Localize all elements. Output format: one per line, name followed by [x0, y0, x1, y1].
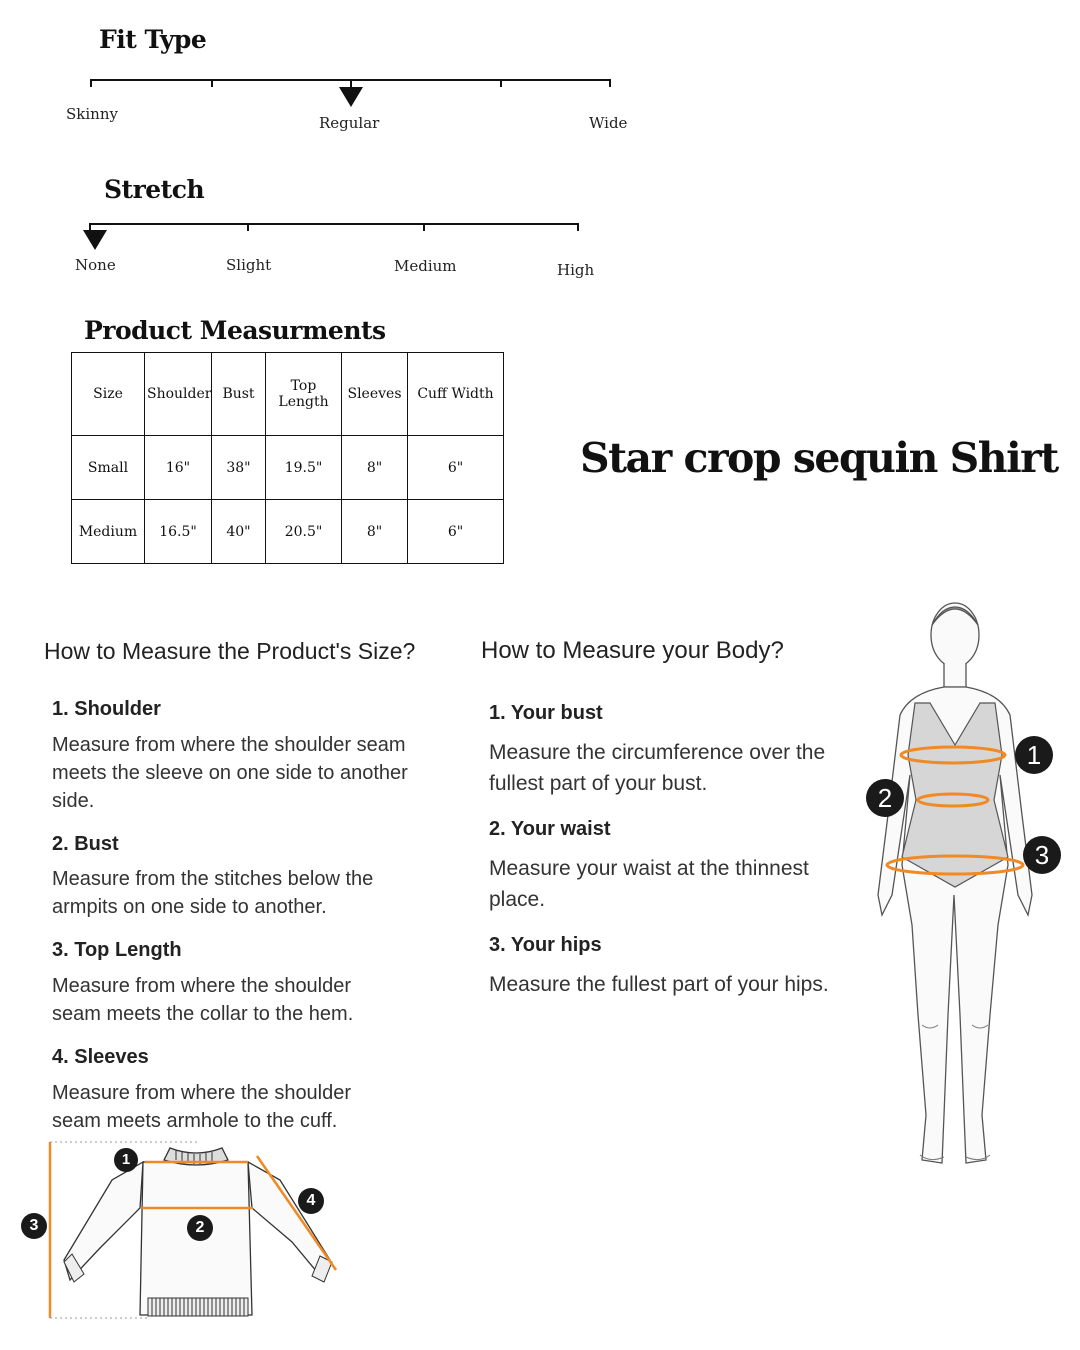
product-step-text: Measure from where the shoulder seam meets the sleeve on one side to another side.	[52, 734, 408, 812]
stretch-title: Stretch	[104, 175, 205, 204]
stretch-indicator-arrow	[83, 230, 107, 250]
sweater-badge-bust: 2	[187, 1215, 213, 1241]
body-guide-title: How to Measure your Body?	[481, 637, 784, 664]
sweater-badge-length: 3	[21, 1213, 47, 1239]
product-step-text: Measure from the stitches below the armpits on one side to another.	[52, 868, 374, 918]
table-cell: 8"	[342, 500, 408, 564]
stretch-label-slight: Slight	[226, 256, 272, 274]
table-cell: 16.5"	[145, 500, 212, 564]
header-cuff-width: Cuff Width	[408, 353, 504, 436]
table-cell: 8"	[342, 436, 408, 500]
fit-type-title: Fit Type	[99, 25, 207, 54]
table-cell: 16"	[145, 436, 212, 500]
sweater-badge-shoulder: 1	[114, 1148, 138, 1172]
product-step-text: Measure from where the shoulder seam meets armhole to the cuff.	[52, 1082, 352, 1132]
body-badge-waist: 2	[866, 779, 904, 817]
measurements-title: Product Measurments	[84, 316, 386, 345]
product-step-title: 2. Bust	[52, 833, 119, 855]
table-row	[72, 436, 504, 500]
sweater-badge-sleeve: 4	[298, 1188, 324, 1214]
product-step-title: 4. Sleeves	[52, 1046, 149, 1068]
body-figure	[860, 595, 1060, 1175]
table-cell: 40"	[212, 500, 266, 564]
fit-label-skinny: Skinny	[66, 105, 118, 123]
stretch-label-none: None	[75, 256, 116, 274]
body-step-title: 2. Your waist	[489, 818, 611, 840]
fit-label-regular: Regular	[319, 114, 380, 132]
table-cell: 6"	[408, 500, 504, 564]
product-guide-title: How to Measure the Product's Size?	[44, 638, 416, 664]
product-step-title: 3. Top Length	[52, 939, 182, 961]
table-cell: 20.5"	[266, 500, 342, 564]
body-step-text: Measure the fullest part of your hips.	[489, 973, 829, 996]
table-cell: 19.5"	[266, 436, 342, 500]
body-step-title: 3. Your hips	[489, 934, 602, 956]
table-row	[72, 500, 504, 564]
header-bust: Bust	[212, 353, 266, 436]
body-step-title: 1. Your bust	[489, 702, 603, 724]
fit-label-wide: Wide	[589, 114, 628, 132]
measurements-table	[71, 352, 504, 564]
product-step-title: 1. Shoulder	[52, 698, 161, 720]
table-cell: 38"	[212, 436, 266, 500]
fit-type-indicator-arrow	[339, 87, 363, 107]
product-name: Star crop sequin Shirt	[580, 434, 1058, 482]
body-step-text: Measure your waist at the thinnest place.	[489, 857, 809, 911]
header-sleeves: Sleeves	[342, 353, 408, 436]
stretch-label-medium: Medium	[394, 257, 457, 275]
product-step-text: Measure from where the shoulder seam meets the collar to the hem.	[52, 975, 354, 1025]
table-cell: Small	[72, 436, 145, 500]
table-cell: Medium	[72, 500, 145, 564]
header-top-length: Top Length	[266, 353, 342, 436]
body-badge-hips: 3	[1023, 836, 1061, 874]
body-step-text: Measure the circumference over the fullest part of your bust.	[489, 741, 826, 795]
table-cell: 6"	[408, 436, 504, 500]
body-badge-bust: 1	[1015, 736, 1053, 774]
header-size: Size	[72, 353, 145, 436]
header-shoulder: Shoulder	[145, 353, 212, 436]
table-header-row	[72, 353, 504, 436]
stretch-label-high: High	[557, 261, 595, 279]
